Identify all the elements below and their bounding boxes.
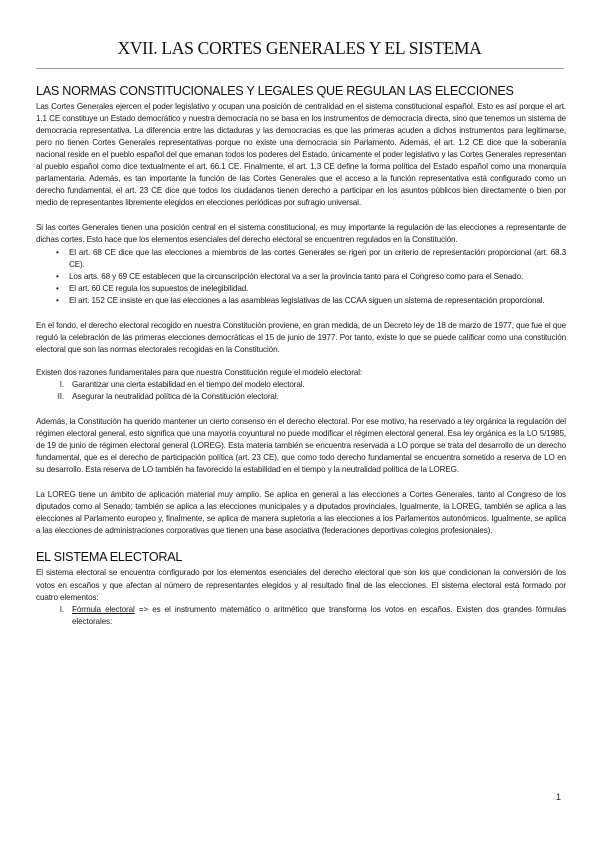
list-number: I. [59, 604, 64, 614]
page-number: 1 [556, 792, 562, 802]
bullet-icon: • [56, 247, 59, 257]
paragraph: Además, la Constitución ha querido mantener un cierto consenso en el derecho electoral. Por ese motivo, ha reservado a ley orgánica la regulación del régimen electoral general, esto significa que una mayoría coyuntural no puede modificar el régimen electoral general. Esa ley orgánica es la LO 5/1985, de 19 de junio de régimen electoral general (LOREG). Esta materia también se encuentra reservada a LO porque se trata del desarrollo de un derecho fundamental, que es el derecho de participación política (art. 23 CE), que como todo derecho fundamental se encuentra sometido a reserva de LO en su desarrollo. Esta reserva de LO también ha favorecido la estabilidad en el tiempo y la neutralidad política de la LOREG. [36, 417, 566, 475]
title-divider [36, 68, 564, 69]
numbered-list [44, 379, 566, 403]
list-item: I. Garantizar una cierta estabilidad en el tiempo del modelo electoral. [44, 379, 566, 391]
numbered-list [44, 604, 566, 628]
list-item: • El art. 152 CE insiste en que las elecciones a las asambleas legislativas de las CCAA siguen un sistema de representación proporcional. [56, 295, 566, 307]
document-title: XVII. LAS CORTES GENERALES Y EL SISTEMA [117, 38, 482, 58]
bullet-list [56, 247, 566, 307]
paragraph: El sistema electoral se encuentra configurado por los elementos esenciales del derecho electoral que son los que condicionan la conversión de los votos en escaños y que afectan al número de representantes elegidos y al resultado final de las elecciones. El sistema electoral está formado por cuatro elementos: [36, 568, 566, 602]
paragraph: Las Cortes Generales ejercen el poder legislativo y ocupan una posición de centralidad en el sistema constitucional español. Esto es así porque el art. 1.1 CE constituye un Estado democrático y nuestra democracia no se basa en los instrumentos de democracia directa, sino que tenemos un sistema de democracia representativa. La diferencia entre las dictaduras y las democracias es que las primeras acuden a dichos instrumentos para legitimarse, pero no tienen Cortes Generales representativas porque no existe una democracia sin Parlamento. Además, el art. 1.2 CE dice que la soberanía nacional reside en el pueblo español del que emanan todos los poderes del Estado, únicamente el poder legislativo y las Cortes Generales representan al pueblo español como dice textualmente el art. 66.1 CE. Finalmente, el art. 1.3 CE define la forma política del Estado español como una monarquía parlamentaria. Además, es tan importante la función de las Cortes Generales que el acceso a la función representativa está configurado como un derecho fundamental, el art. 23 CE dice que todos los ciudadanos tienen derecho a participar en los asuntos públicos bien directamente o bien por medio de representantes libremente elegidos en elecciones periódicas por sufragio universal. [36, 102, 566, 208]
bullet-icon: • [56, 295, 59, 305]
paragraph: La LOREG tiene un ámbito de aplicación material muy amplio. Se aplica en general a las elecciones a Cortes Generales, tanto al Congreso de los diputados como al Senado; también se aplica a las elecciones municipales y a diputados provinciales. Igualmente, la LOREG, también se aplica a las elecciones al Parlamento europeo y, finalmente, se aplica de manera supletoria a las elecciones a los Parlamentos autonómicos. Igualmente, se aplica a las elecciones de administraciones corporativas que tienen una base asociativa (federaciones deportivas colegios profesionales). [36, 490, 566, 536]
paragraph: En el fondo, el derecho electoral recogido en nuestra Constitución proviene, en gran medida, de un Decreto ley de 18 de marzo de 1977, que fue el que reguló la celebración de las primeras elecciones democráticas el 15 de junio de 1977. Por tanto, existe lo que se puede calificar como una constitución electoral que son las normas electorales recogidas en la Constitución. [36, 320, 566, 354]
bullet-icon: • [56, 271, 59, 281]
list-item: • El art. 68 CE dice que las elecciones a miembros de las cortes Generales se rigen por un criterio de representación proporcional (art. 68.3 CE). [56, 247, 566, 269]
list-number: I. [59, 379, 64, 389]
list-item: • Los arts. 68 y 69 CE establecen que la circunscripción electoral va a ser la provincia tanto para el Congreso como para el Senado. [56, 271, 566, 283]
list-item: II. Asegurar la neutralidad política de la Constitución electoral. [44, 391, 566, 403]
paragraph: Si las cortes Generales tienen una posición central en el sistema constitucional, es muy importante la regulación de las elecciones a representante de dichas cortes. Esto hace que los elementos esenciales del derecho electoral se encuentren regulados en la Constitución. [36, 223, 566, 245]
list-item: • El art. 60 CE regula los supuestos de inelegibilidad. [56, 283, 566, 295]
paragraph: Existen dos razones fundamentales para que nuestra Constitución regule el modelo electoral: [36, 367, 363, 377]
section-heading: LAS NORMAS CONSTITUCIONALES Y LEGALES QUE REGULAN LAS ELECCIONES [36, 84, 514, 98]
term-label: Fórmula electoral [72, 604, 135, 614]
section-heading: EL SISTEMA ELECTORAL [36, 550, 183, 565]
list-number: II. [57, 391, 64, 401]
document-body [36, 84, 566, 628]
list-item: I. Fórmula electoral => es el instrumento matemático o aritmético que transforma los votos en escaños. Existen dos grandes fórmulas electorales: [44, 604, 566, 628]
bullet-icon: • [56, 283, 59, 293]
